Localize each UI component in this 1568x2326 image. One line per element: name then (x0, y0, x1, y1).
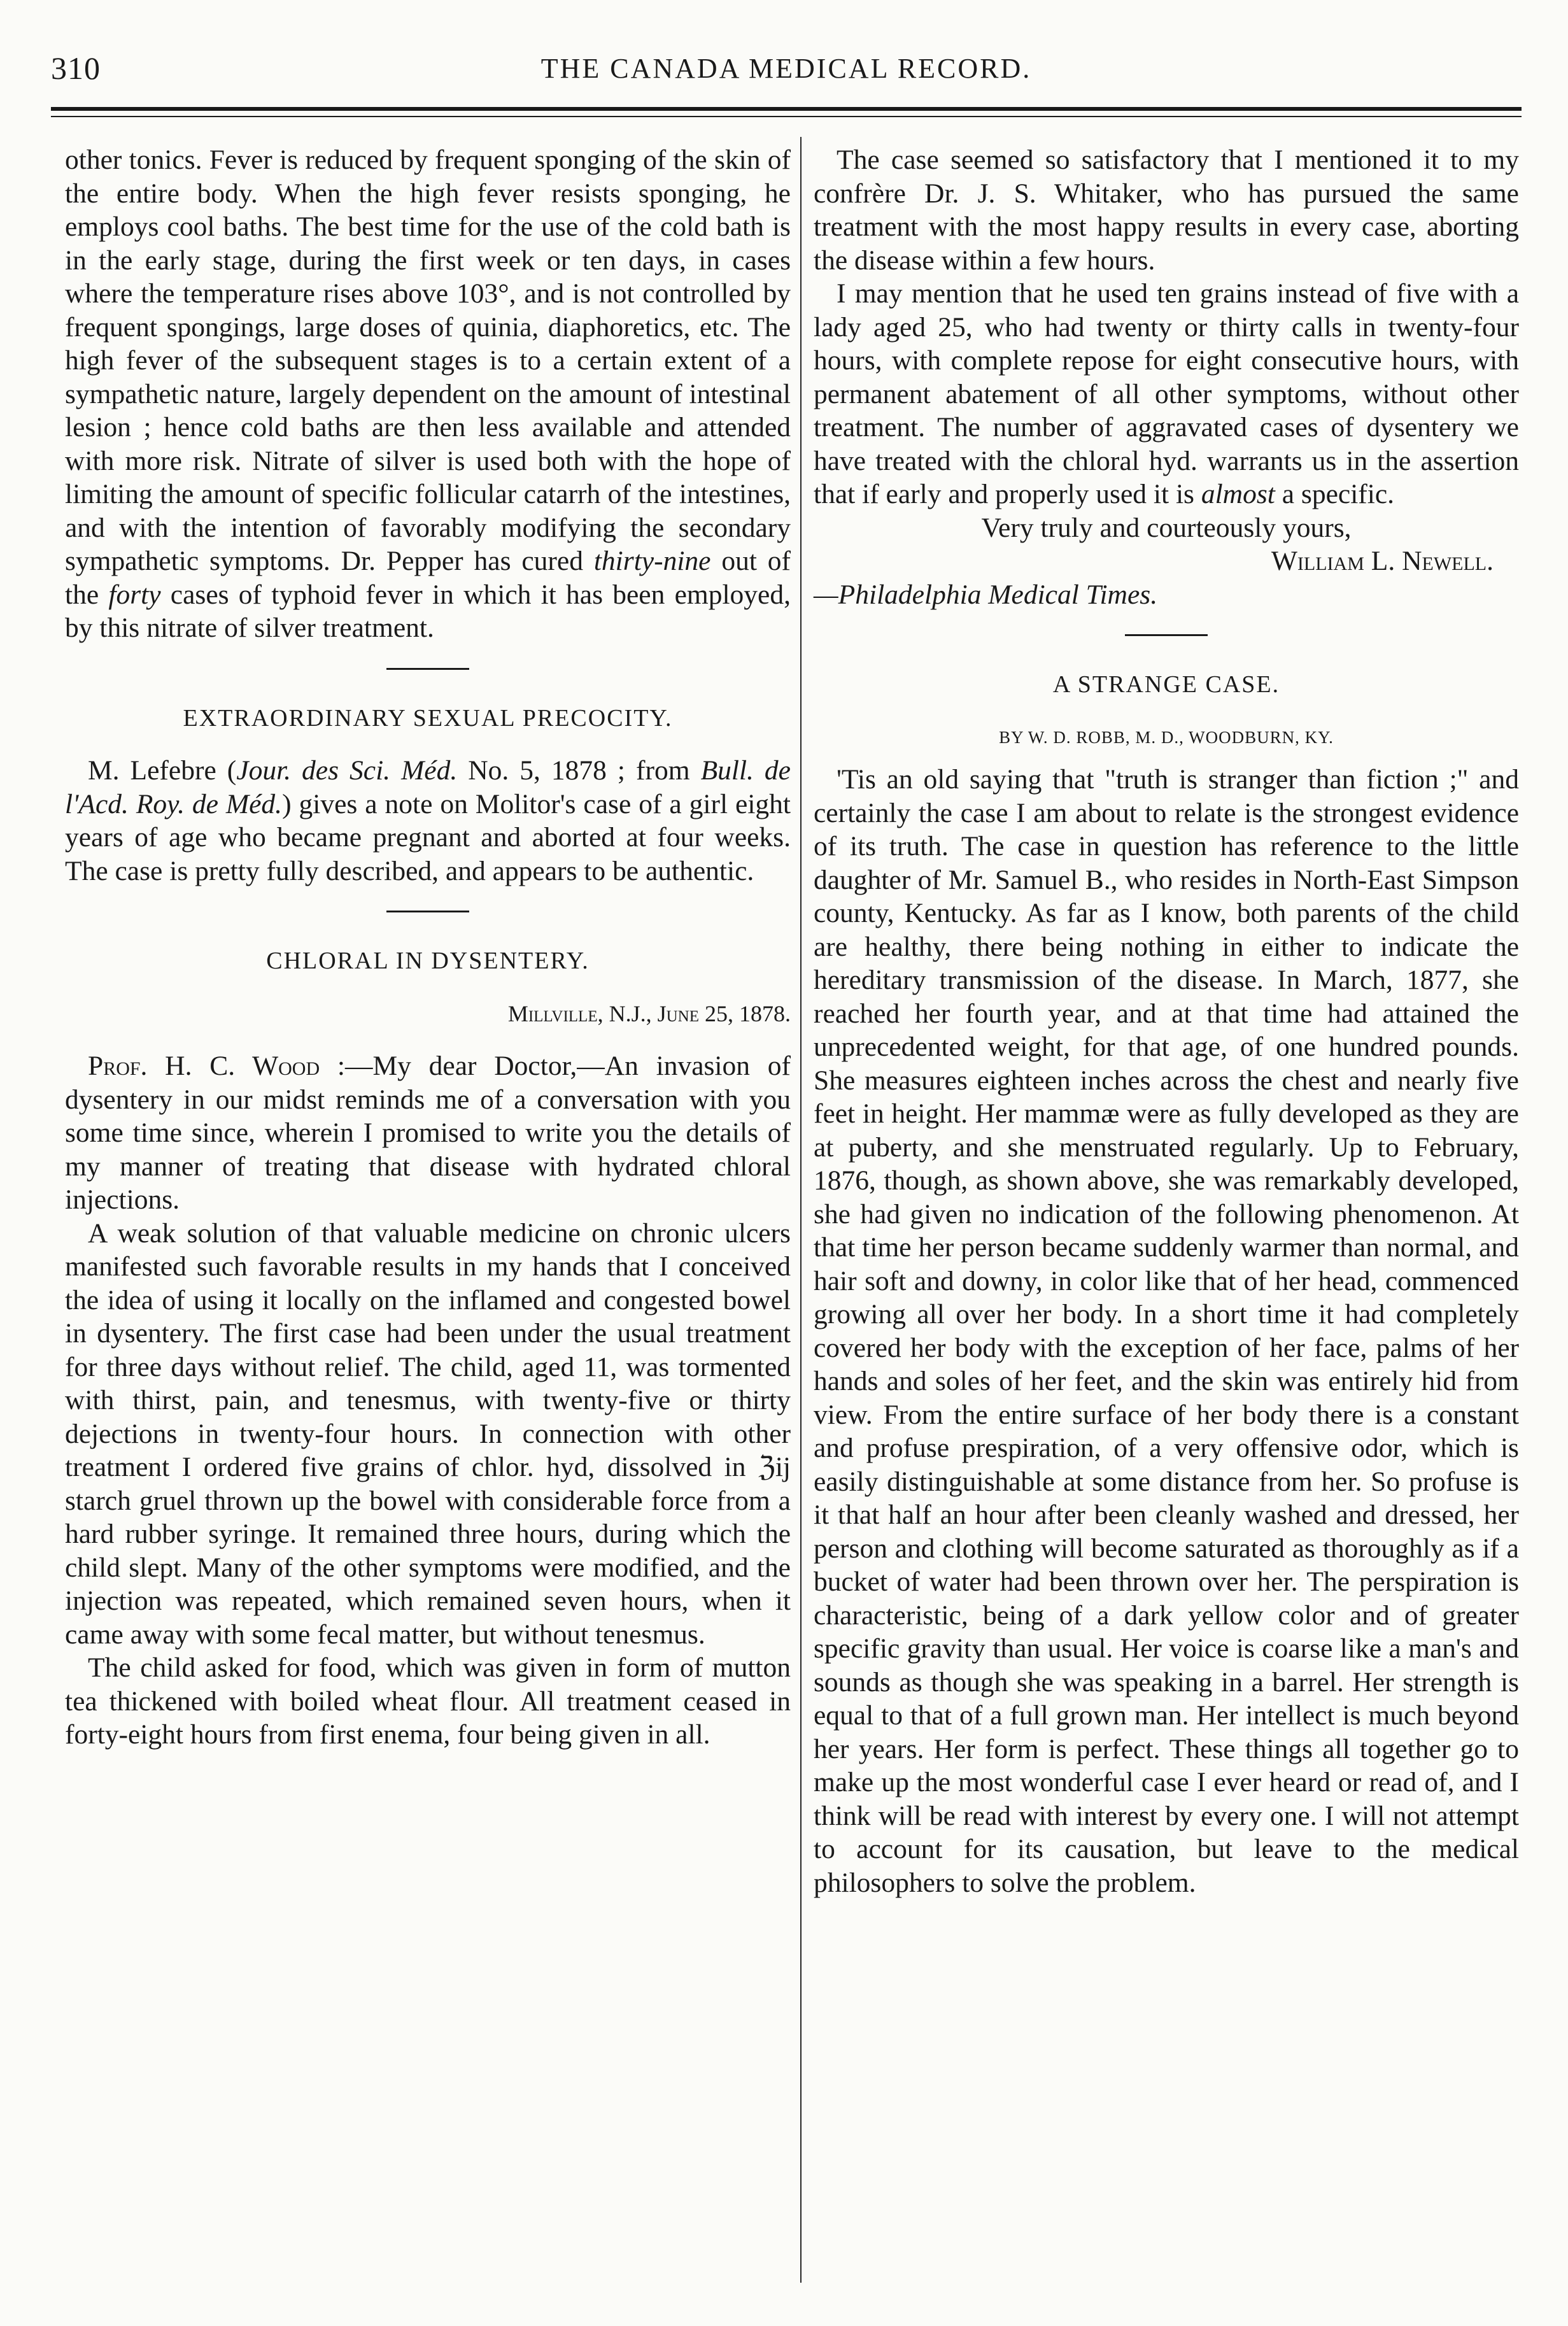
typhoid-paragraph: other tonics. Fever is reduced by frequent sponging of the skin of the entire body. When the high fever resists sponging, he employs cool baths. The best time for the use of the cold bath is in the early stage, during the first week or ten days, in cases where the temperature rises above 103°, and is not controlled by frequent spongings, large doses of quinia, diaphoretics, etc. The high fever of the subsequent stages is to a certain extent of a sympathetic nature, largely dependent on the amount of intestinal lesion ; hence cold baths are then less available and attended with more risk. Nitrate of silver is used both with the hope of limiting the amount of specific follicular catarrh of the intestines, and with the intention of favorably modifying the secondary sympathetic symptoms. Dr. Pepper has cured thirty-nine out of the forty cases of typhoid fever in which it has been employed, by this nitrate of silver treatment. (65, 145, 791, 643)
chloral-paragraph-2: A weak solution of that valuable medicine on chronic ulcers manifested such favorable results in my hands that I conceived the idea of using it locally on the inflamed and congested bowel in dysentery. The first case had been under the usual treatment for three days without relief. The child, aged 11, was tormented with thirst, pain, and tenesmus, with twenty-five or thirty dejections in twenty-four hours. In connection with other treatment I ordered five grains of chlor. hyd, dissolved in ℨij starch gruel thrown up the bowel with considerable force from a hard rubber syringe. It remained three hours, during which the child slept. Many of the other symptoms were modified, and the injection was repeated, which remained seven hours, when it came away with some fecal matter, but without tenesmus. (65, 1217, 791, 1650)
column-divider (800, 137, 802, 2283)
heading-chloral-dysentery: CHLORAL IN DYSENTERY. (266, 947, 590, 974)
section-separator (386, 911, 469, 912)
header-rule-thin (51, 116, 1522, 117)
letter-salutation: Prof. H. C. Wood (88, 1051, 320, 1081)
strange-case-paragraph: 'Tis an old saying that "truth is stranger than fiction ;" and certainly the case I am about to relate is the strongest evidence of its truth. The case in question has reference to the little daughter of Mr. Samuel B., who resides in North-East Simpson county, Kentucky. As far as I know, both parents of the child are healthy, there being nothing in either to indicate the hereditary transmission of the disease. In March, 1877, she reached her fourth year, and at that time had attained the unprecedented weight, for that age, of one hundred pounds. She measures eighteen inches across the chest and nearly five feet in height. Her mammæ were as fully developed as they are at puberty, and she menstruated regularly. Up to February, 1876, though, as shown above, she was remarkably developed, she had given no indication of the following phenomenon. At that time her person became suddenly warmer than normal, and hair soft and downy, in color like that of her head, commenced growing all over her body. In a short time it had completely covered her body with the exception of her face, palms of her hands and soles of her feet, and the skin was entirely hid from view. From the entire surface of her body there is a constant and profuse prespiration, of a very offensive odor, which is easily distinguishable at some distance from her. So profuse is it that half an hour after been cleanly washed and dressed, her person and clothing will become saturated as thoroughly as if a bucket of water had been thrown over her. The perspiration is characteristic, being of a dark yellow color and of greater specific gravity than usual. Her voice is coarse like a man's and sounds as though she was speaking in a barrel. Her strength is equal to that of a full grown man. Her intellect is much beyond her years. Her form is perfect. These things all together go to make up the most wonderful case I ever heard or read of, and I think will be read with interest by every one. I will not attempt to account for its causation, but leave to the medical philosophers to solve the problem. (814, 764, 1519, 1898)
letter-signature: William L. Newell. (1271, 546, 1494, 576)
letter-dateline: Millville, N.J., June 25, 1878. (507, 1000, 791, 1026)
section-separator (1125, 634, 1208, 636)
page-number: 310 (51, 50, 101, 86)
article-byline: BY W. D. ROBB, M. D., WOODBURN, KY. (999, 727, 1334, 747)
chloral-paragraph-3: The child asked for food, which was given in form of mutton tea thickened with boiled wheat flour. All treatment ceased in forty-eight hours from first enema, four being given in all. (65, 1652, 791, 1750)
source-credit: —Philadelphia Medical Times. (814, 579, 1158, 610)
right-column (814, 143, 1519, 1899)
precocity-paragraph: M. Lefebre (Jour. des Sci. Méd. No. 5, 1878 ; from Bull. de l'Acd. Roy. de Méd.) gives a note on Molitor's case of a girl eight years of age who became pregnant and aborted at four weeks. The case is pretty fully described, and appears to be authentic. (65, 755, 791, 886)
running-head: THE CANADA MEDICAL RECORD. (540, 53, 1032, 84)
header-rule-thick (51, 107, 1522, 111)
chloral-paragraph-5: I may mention that he used ten grains instead of five with a lady aged 25, who had twenty or thirty calls in twenty-four hours, with complete repose for eight consecutive hours, with permanent abatement of all other symptoms, without other treatment. The number of aggravated cases of dysentery we have treated with the chloral hyd. warrants us in the assertion that if early and properly used it is almost a specific. (814, 278, 1519, 509)
chloral-paragraph-4: The case seemed so satisfactory that I mentioned it to my confrère Dr. J. S. Whitaker, who has pursued the same treatment with the most happy results in every case, aborting the disease within a few hours. (814, 145, 1519, 276)
left-column (65, 143, 791, 1752)
heading-sexual-precocity: EXTRAORDINARY SEXUAL PRECOCITY. (183, 704, 673, 732)
page-header (51, 50, 1522, 101)
section-separator (386, 668, 469, 670)
heading-strange-case: A STRANGE CASE. (1052, 671, 1280, 698)
chloral-paragraph-1: Prof. H. C. Wood :—My dear Doctor,—An invasion of dysentery in our midst reminds me of a conversation with you some time since, wherein I promised to write you the details of my manner of treating that disease with hydrated chloral injections. (65, 1051, 791, 1215)
letter-closing: Very truly and courteously yours, (981, 512, 1352, 543)
